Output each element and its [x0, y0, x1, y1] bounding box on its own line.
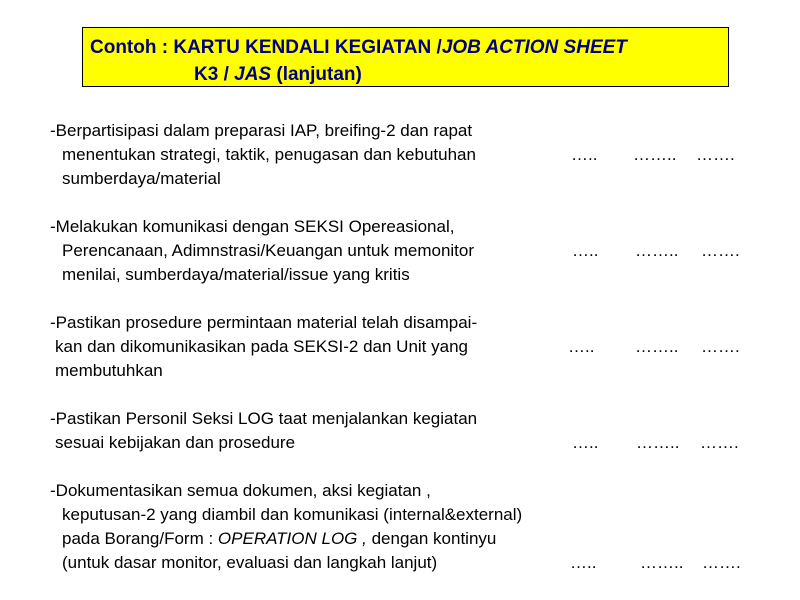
item-line: sumberdaya/material	[62, 169, 221, 188]
title-line-1	[90, 36, 627, 60]
check-dots-3: …….	[702, 553, 741, 572]
item-line: -Dokumentasikan semua dokumen, aksi kegiatan ,	[50, 481, 431, 500]
checklist-item-3	[50, 311, 770, 383]
check-dots-3: …….	[696, 145, 735, 164]
item-line	[50, 431, 770, 455]
borang-suffix: dengan kontinyu	[366, 529, 497, 548]
check-dots-2: ……..	[635, 337, 679, 356]
checklist-item-2	[50, 215, 770, 287]
check-dots-3: …….	[701, 241, 740, 260]
item-line: keputusan-2 yang diambil dan komunikasi (internal&external)	[62, 505, 523, 524]
item-line	[50, 551, 770, 575]
check-dots-2: ……..	[635, 241, 679, 260]
checklist	[50, 119, 770, 599]
borang-prefix: pada Borang/Form :	[62, 529, 218, 548]
item-line-text: (untuk dasar monitor, evaluasi dan langkah lanjut)	[62, 553, 438, 572]
title-line-2	[194, 63, 362, 87]
item-line: menilai, sumberdaya/material/issue yang kritis	[62, 265, 410, 284]
title-box	[82, 27, 729, 87]
item-line-text: menentukan strategi, taktik, penugasan dan kebutuhan	[62, 145, 476, 164]
item-line: membutuhkan	[55, 361, 163, 380]
item-line	[50, 143, 770, 167]
item-line: -Pastikan Personil Seksi LOG taat menjalankan kegiatan	[50, 409, 478, 428]
checklist-item-4	[50, 407, 770, 455]
operation-log-label: OPERATION LOG ,	[217, 529, 367, 548]
checklist-item-5	[50, 479, 770, 575]
item-line	[50, 527, 770, 551]
check-dots-2: ……..	[636, 433, 680, 452]
item-line-text: sesuai kebijakan dan prosedure	[55, 433, 296, 452]
title-lanjutan: (lanjutan)	[271, 64, 362, 85]
check-dots-1: …..	[572, 433, 599, 452]
item-line	[50, 239, 770, 263]
title-prefix: Contoh : KARTU KENDALI KEGIATAN /	[90, 37, 442, 58]
item-line-text: Perencanaan, Adimnstrasi/Keuangan untuk memonitor	[62, 241, 475, 260]
check-dots-1: …..	[568, 337, 595, 356]
check-dots-2: ……..	[640, 553, 684, 572]
title-job-action-sheet: JOB ACTION SHEET	[441, 37, 627, 58]
check-dots-2: ……..	[633, 145, 677, 164]
item-line-text: kan dan dikomunikasikan pada SEKSI-2 dan Unit yang	[55, 337, 468, 356]
item-line	[50, 335, 770, 359]
check-dots-1: …..	[570, 553, 597, 572]
check-dots-3: …….	[701, 337, 740, 356]
item-line: -Pastikan prosedure permintaan material telah disampai-	[50, 313, 478, 332]
check-dots-1: …..	[572, 241, 599, 260]
title-jas: JAS	[234, 64, 272, 85]
checklist-item-1	[50, 119, 770, 191]
item-line: -Berpartisipasi dalam preparasi IAP, breifing-2 dan rapat	[50, 121, 473, 140]
check-dots-1: …..	[571, 145, 598, 164]
item-line: -Melakukan komunikasi dengan SEKSI Opereasional,	[50, 217, 455, 236]
title-k3: K3 /	[194, 64, 235, 85]
check-dots-3: …….	[700, 433, 739, 452]
